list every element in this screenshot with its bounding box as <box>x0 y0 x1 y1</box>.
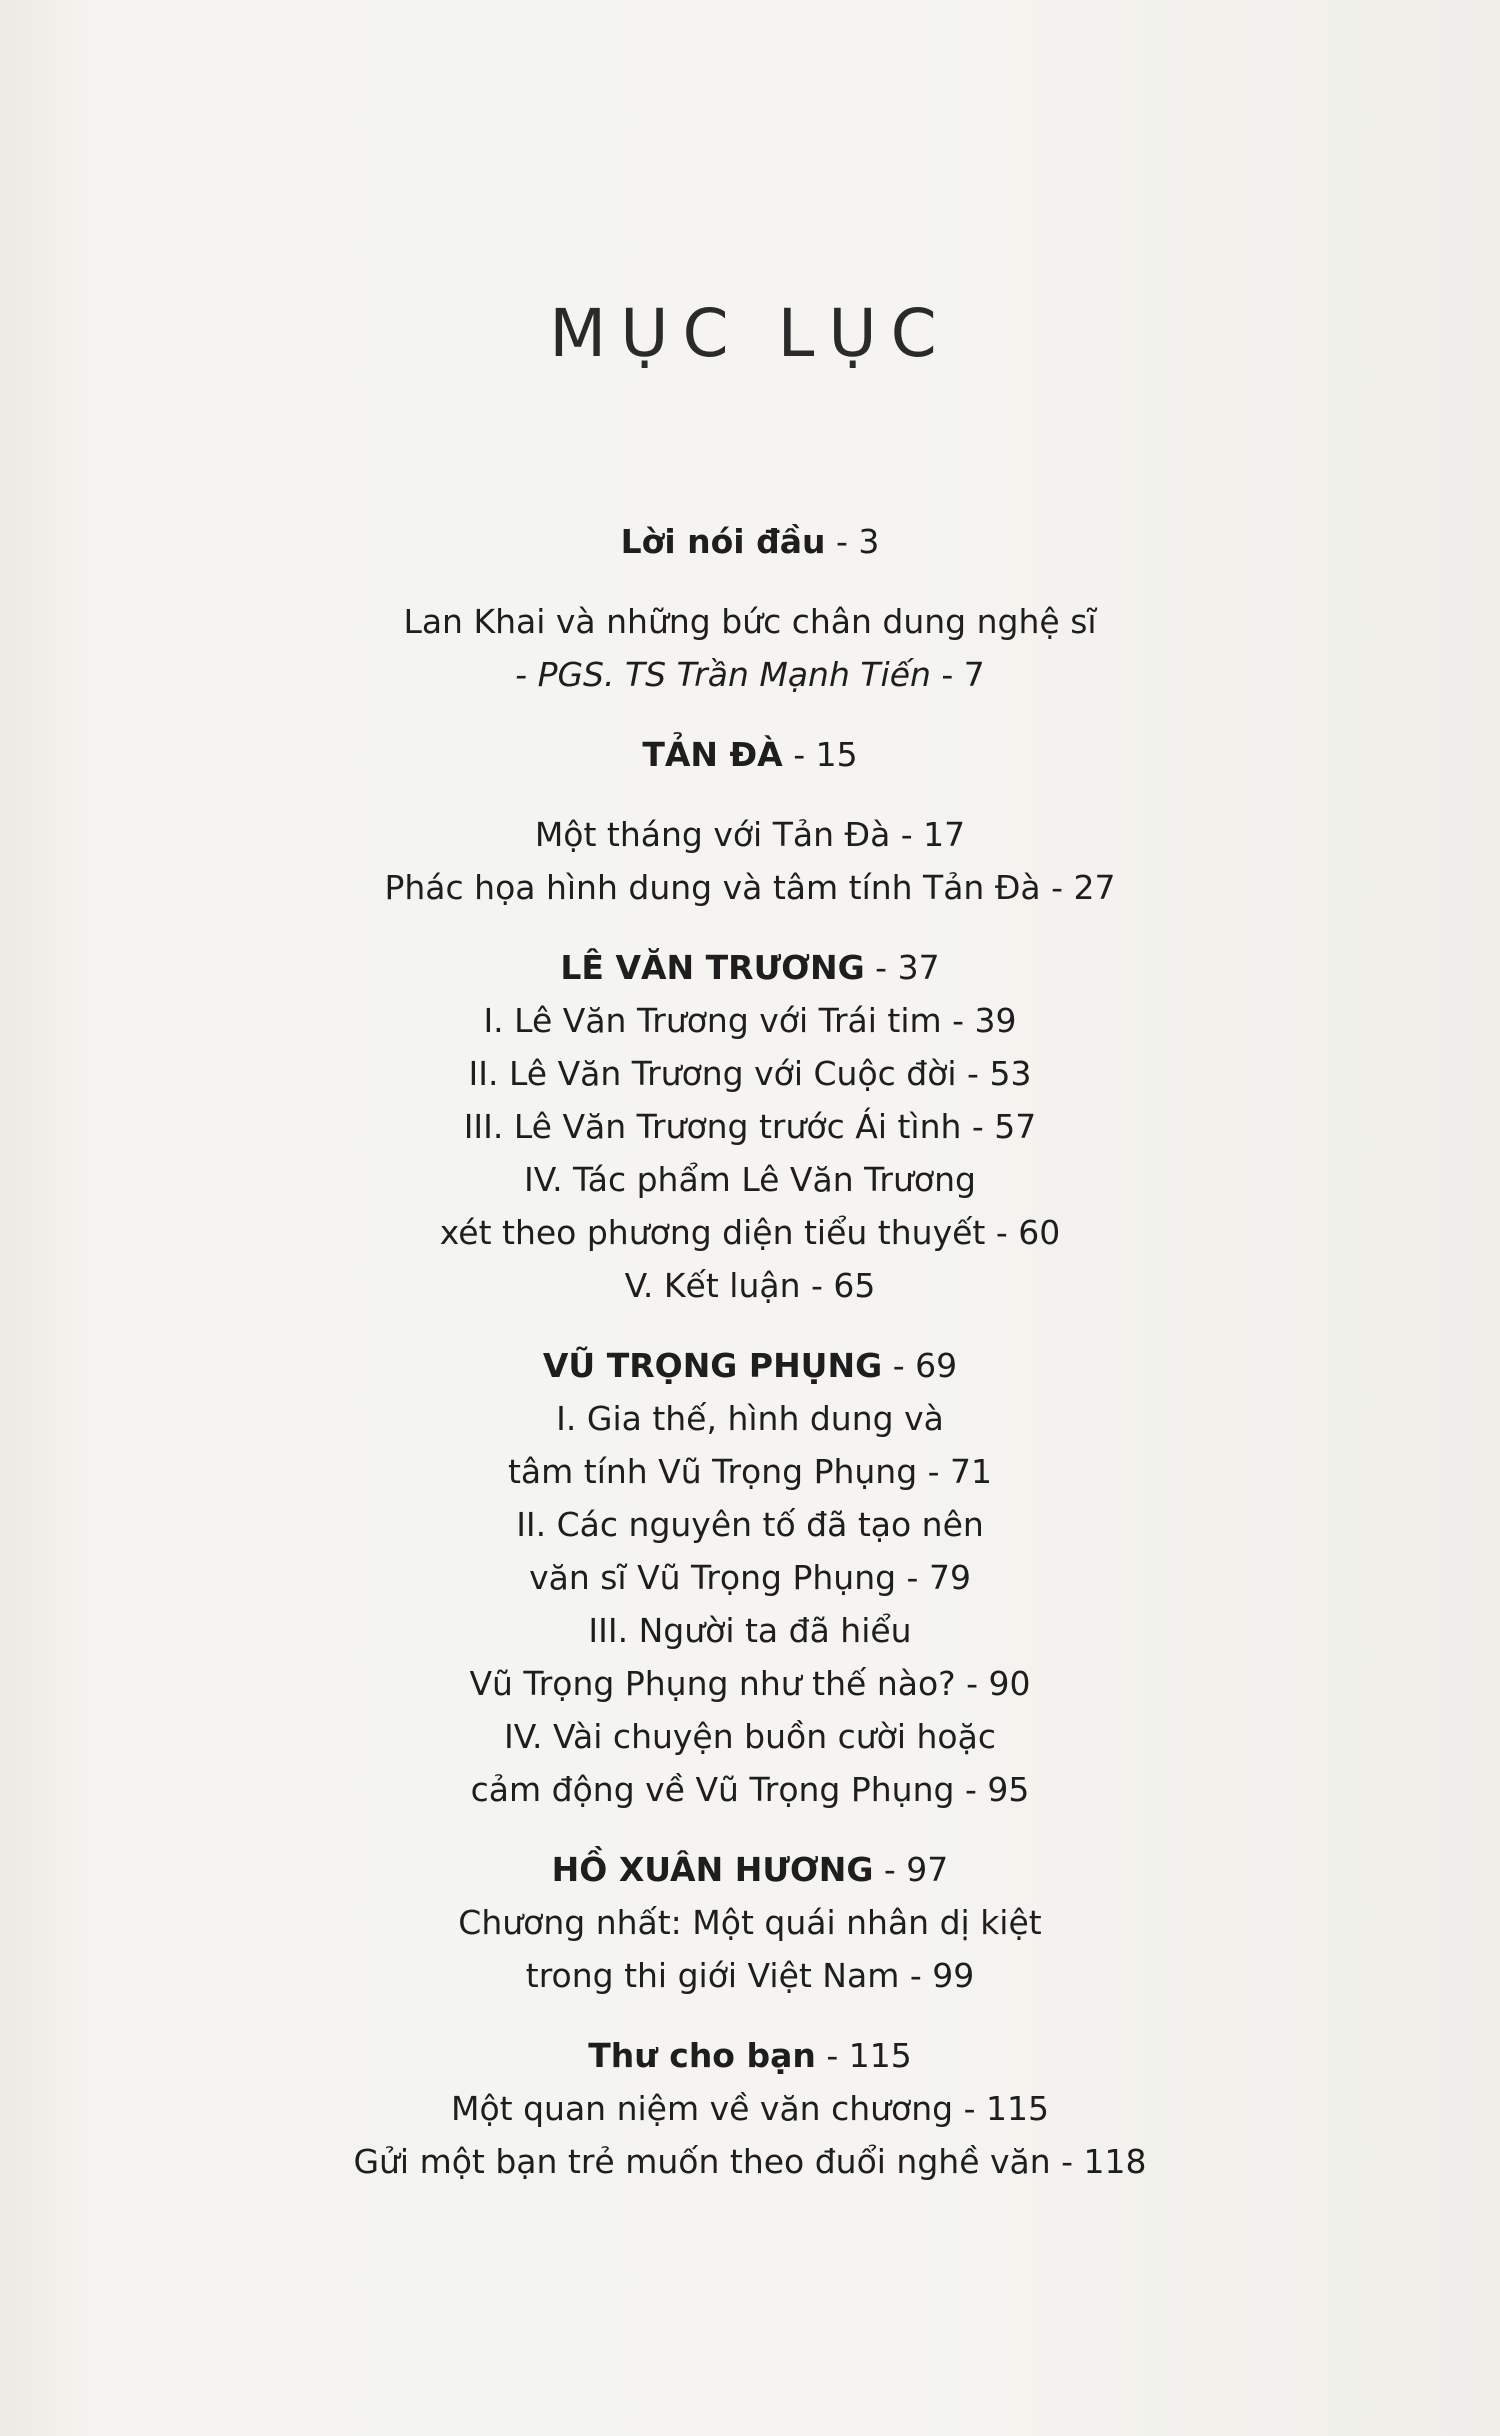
toc-entry <box>0 1715 1500 1759</box>
toc-section-heading <box>0 733 1500 777</box>
toc-text: I. Lê Văn Trương với Trái tim - 39 <box>483 1001 1017 1040</box>
toc-text: II. Các nguyên tố đã tạo nên <box>516 1505 984 1544</box>
toc-entry <box>0 866 1500 910</box>
toc-text: Lan Khai và những bức chân dung nghệ sĩ <box>403 602 1097 641</box>
toc-entry <box>0 813 1500 857</box>
toc-text: II. Lê Văn Trương với Cuộc đời - 53 <box>468 1054 1032 1093</box>
toc-text: xét theo phương diện tiểu thuyết - 60 <box>439 1213 1061 1252</box>
toc-text: LÊ VĂN TRƯƠNG <box>560 948 865 987</box>
toc-entry <box>0 2140 1500 2184</box>
toc-text: trong thi giới Việt Nam - 99 <box>525 1956 975 1995</box>
toc-text: HỒ XUÂN HƯƠNG <box>551 1850 874 1889</box>
toc-entry <box>0 1264 1500 1308</box>
toc-section-heading <box>0 946 1500 990</box>
toc-text: I. Gia thế, hình dung và <box>556 1399 944 1438</box>
toc-text: Gửi một bạn trẻ muốn theo đuổi nghề văn - 118 <box>353 2142 1147 2181</box>
toc-entry <box>0 1954 1500 1998</box>
toc-entry <box>0 653 1500 697</box>
toc-text: III. Lê Văn Trương trước Ái tình - 57 <box>463 1107 1037 1146</box>
toc-entry <box>0 1211 1500 1255</box>
toc-text: Một tháng với Tản Đà - 17 <box>534 815 966 854</box>
toc-section-heading <box>0 1848 1500 1892</box>
toc-text: - PGS. TS Trần Mạnh Tiến <box>515 655 931 694</box>
toc-entry <box>0 2087 1500 2131</box>
toc-text: - 97 <box>873 1850 949 1889</box>
toc-text: TẢN ĐÀ <box>642 735 783 774</box>
toc-text: Thư cho bạn <box>588 2036 816 2075</box>
toc-entry <box>0 1450 1500 1494</box>
toc-entry <box>0 1662 1500 1706</box>
toc-entry <box>0 1052 1500 1096</box>
toc-entry <box>0 1105 1500 1149</box>
toc-text: - 37 <box>864 948 940 987</box>
toc-entry <box>0 600 1500 644</box>
toc-entry <box>0 999 1500 1043</box>
toc-text: tâm tính Vũ Trọng Phụng - 71 <box>507 1452 993 1491</box>
toc-text: - 7 <box>930 655 985 694</box>
toc-entry <box>0 1901 1500 1945</box>
toc-section-heading <box>0 1344 1500 1388</box>
toc-text: Lời nói đầu <box>620 522 826 561</box>
toc-entry <box>0 1158 1500 1202</box>
toc-text: IV. Tác phẩm Lê Văn Trương <box>524 1160 976 1199</box>
toc-text: Một quan niệm về văn chương - 115 <box>451 2089 1049 2128</box>
toc-text: Chương nhất: Một quái nhân dị kiệt <box>458 1903 1042 1942</box>
toc-text: cảm động về Vũ Trọng Phụng - 95 <box>470 1770 1030 1809</box>
toc-text: Vũ Trọng Phụng như thế nào? - 90 <box>469 1664 1031 1703</box>
toc-text: - 3 <box>825 522 880 561</box>
toc-text: VŨ TRỌNG PHỤNG <box>542 1346 883 1385</box>
toc-entry <box>0 1768 1500 1812</box>
toc-entry <box>0 1556 1500 1600</box>
toc-text: IV. Vài chuyện buồn cười hoặc <box>504 1717 996 1756</box>
toc-section-heading <box>0 520 1500 564</box>
toc-entry <box>0 1609 1500 1653</box>
toc-entry <box>0 1503 1500 1547</box>
toc-text: III. Người ta đã hiểu <box>588 1611 912 1650</box>
toc-text: văn sĩ Vũ Trọng Phụng - 79 <box>529 1558 971 1597</box>
toc-text: V. Kết luận - 65 <box>624 1266 876 1305</box>
page-title: MỤC LỤC <box>549 295 951 372</box>
toc-text: - 115 <box>815 2036 912 2075</box>
toc-text: - 69 <box>882 1346 958 1385</box>
toc-text: Phác họa hình dung và tâm tính Tản Đà - 27 <box>384 868 1116 907</box>
toc-section-heading <box>0 2034 1500 2078</box>
toc-entry <box>0 1397 1500 1441</box>
toc-text: - 15 <box>782 735 858 774</box>
